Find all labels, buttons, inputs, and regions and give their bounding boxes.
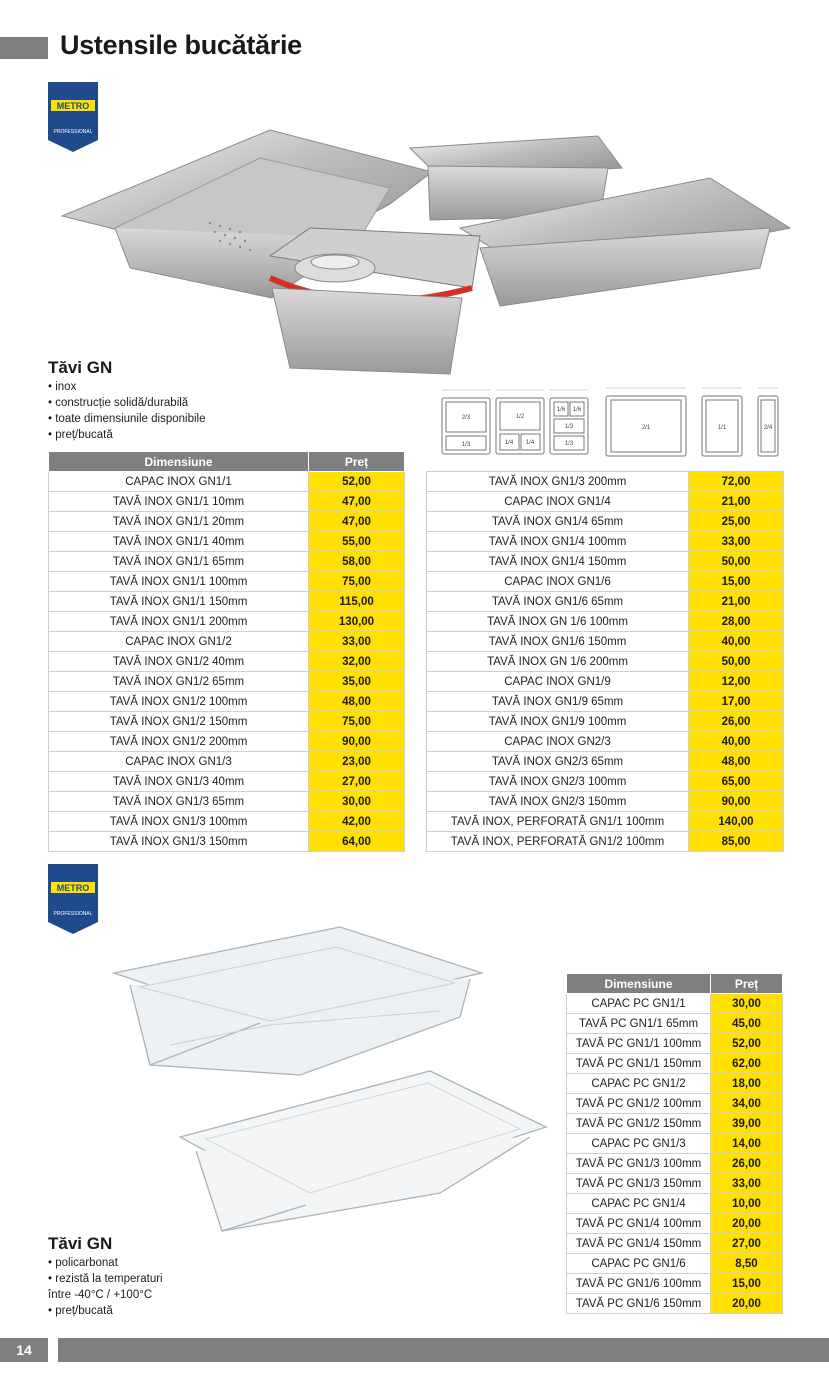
product-name: TAVĂ PC GN1/1 150mm	[567, 1054, 711, 1074]
table-row	[49, 772, 405, 792]
product-price: 35,00	[309, 672, 405, 692]
table-row	[49, 812, 405, 832]
product-price: 50,00	[689, 652, 784, 672]
product-price: 39,00	[711, 1114, 783, 1134]
table-row	[427, 612, 784, 632]
table-row	[49, 752, 405, 772]
inox-price-table-left	[48, 451, 405, 852]
dimension-header: Dimensiune	[567, 974, 711, 994]
dimension-header: Dimensiune	[49, 452, 309, 472]
product-price: 17,00	[689, 692, 784, 712]
table-row	[49, 612, 405, 632]
table-row	[567, 1154, 783, 1174]
table-row	[567, 1274, 783, 1294]
inox-section-title: Tăvi GN	[48, 358, 113, 377]
diagram-label: 1/4	[504, 440, 514, 446]
product-price: 48,00	[309, 692, 405, 712]
product-price: 64,00	[309, 832, 405, 852]
product-price: 45,00	[711, 1014, 783, 1034]
product-price: 42,00	[309, 812, 405, 832]
product-price: 23,00	[309, 752, 405, 772]
table-row	[49, 672, 405, 692]
inox-feature: • construcție solidă/durabilă	[48, 395, 205, 411]
table-row	[49, 492, 405, 512]
product-price: 14,00	[711, 1134, 783, 1154]
diagram-label: 1/6	[572, 407, 582, 413]
metro-logo-subtext: PROFESSIONAL	[53, 129, 93, 135]
table-row	[427, 812, 784, 832]
table-row	[567, 1094, 783, 1114]
table-row	[567, 1234, 783, 1254]
product-name: TAVĂ INOX GN1/3 100mm	[49, 812, 309, 832]
product-name: CAPAC PC GN1/3	[567, 1134, 711, 1154]
product-name: TAVĂ PC GN1/4 100mm	[567, 1214, 711, 1234]
table-row	[567, 1174, 783, 1194]
product-price: 30,00	[711, 994, 783, 1014]
table-row	[567, 994, 783, 1014]
product-price: 65,00	[689, 772, 784, 792]
product-price: 58,00	[309, 552, 405, 572]
table-row	[427, 792, 784, 812]
product-name: TAVĂ INOX, PERFORATĂ GN1/1 100mm	[427, 812, 689, 832]
product-price: 140,00	[689, 812, 784, 832]
product-name: TAVĂ INOX GN 1/6 200mm	[427, 652, 689, 672]
table-row	[427, 552, 784, 572]
product-price: 52,00	[711, 1034, 783, 1054]
footer-bar	[58, 1338, 829, 1362]
product-price: 33,00	[309, 632, 405, 652]
product-name: TAVĂ INOX GN 1/6 100mm	[427, 612, 689, 632]
product-price: 55,00	[309, 532, 405, 552]
product-name: TAVĂ INOX GN1/2 65mm	[49, 672, 309, 692]
product-price: 33,00	[711, 1174, 783, 1194]
table-row	[427, 752, 784, 772]
product-price: 115,00	[309, 592, 405, 612]
table-row	[49, 732, 405, 752]
product-name: TAVĂ INOX GN1/1 65mm	[49, 552, 309, 572]
table-row	[427, 572, 784, 592]
product-price: 30,00	[309, 792, 405, 812]
stainless-gn-pans-image	[60, 128, 792, 386]
product-name: TAVĂ INOX GN1/3 200mm	[427, 472, 689, 492]
table-row	[49, 832, 405, 852]
price-header: Preț	[711, 974, 783, 994]
diagram-label: 1/4	[525, 440, 535, 446]
table-row	[49, 592, 405, 612]
product-name: CAPAC PC GN1/6	[567, 1254, 711, 1274]
product-name: TAVĂ INOX GN1/4 150mm	[427, 552, 689, 572]
product-name: CAPAC INOX GN1/9	[427, 672, 689, 692]
diagram-label: 1/6	[556, 407, 566, 413]
diagram-label: 2/4	[763, 425, 773, 431]
product-name: TAVĂ PC GN1/2 100mm	[567, 1094, 711, 1114]
product-name: TAVĂ INOX GN1/3 40mm	[49, 772, 309, 792]
table-row	[567, 1214, 783, 1234]
table-row	[427, 492, 784, 512]
product-name: CAPAC INOX GN1/3	[49, 752, 309, 772]
product-price: 21,00	[689, 492, 784, 512]
product-name: TAVĂ INOX GN1/2 100mm	[49, 692, 309, 712]
table-row	[567, 1074, 783, 1094]
table-row	[49, 652, 405, 672]
product-name: TAVĂ INOX GN1/1 100mm	[49, 572, 309, 592]
product-name: TAVĂ PC GN1/3 150mm	[567, 1174, 711, 1194]
inox-feature: • inox	[48, 379, 205, 395]
table-row	[49, 552, 405, 572]
diagram-label: 1/3	[564, 441, 574, 447]
metro-logo-text: METRO	[56, 101, 90, 111]
product-name: CAPAC INOX GN1/1	[49, 472, 309, 492]
table-row	[427, 712, 784, 732]
product-price: 15,00	[711, 1274, 783, 1294]
inox-feature: • preț/bucată	[48, 427, 205, 443]
table-row	[49, 512, 405, 532]
product-price: 40,00	[689, 732, 784, 752]
table-row	[427, 472, 784, 492]
product-name: TAVĂ INOX GN1/9 65mm	[427, 692, 689, 712]
table-row	[567, 1254, 783, 1274]
product-name: TAVĂ INOX GN1/4 100mm	[427, 532, 689, 552]
table-row	[49, 572, 405, 592]
product-name: CAPAC PC GN1/4	[567, 1194, 711, 1214]
product-name: TAVĂ INOX GN1/2 40mm	[49, 652, 309, 672]
product-name: TAVĂ INOX GN1/1 20mm	[49, 512, 309, 532]
metro-professional-logo	[48, 864, 98, 934]
table-row	[49, 472, 405, 492]
product-price: 72,00	[689, 472, 784, 492]
diagram-label: 2/1	[641, 425, 651, 431]
product-name: CAPAC INOX GN1/4	[427, 492, 689, 512]
product-price: 26,00	[711, 1154, 783, 1174]
product-price: 8,50	[711, 1254, 783, 1274]
product-price: 20,00	[711, 1294, 783, 1314]
table-row	[427, 652, 784, 672]
metro-logo-subtext: PROFESSIONAL	[53, 911, 93, 917]
table-row	[567, 1134, 783, 1154]
product-price: 75,00	[309, 712, 405, 732]
product-name: CAPAC PC GN1/2	[567, 1074, 711, 1094]
table-row	[567, 1034, 783, 1054]
pc-price-table	[566, 973, 783, 1314]
polycarbonate-gn-pans-image	[110, 925, 550, 1255]
product-price: 85,00	[689, 832, 784, 852]
product-price: 21,00	[689, 592, 784, 612]
table-row	[427, 672, 784, 692]
table-row	[427, 512, 784, 532]
diagram-label: 1/2	[515, 414, 525, 420]
product-name: TAVĂ INOX GN1/4 65mm	[427, 512, 689, 532]
table-row	[567, 1114, 783, 1134]
product-price: 25,00	[689, 512, 784, 532]
product-name: TAVĂ INOX GN1/2 200mm	[49, 732, 309, 752]
product-name: TAVĂ PC GN1/6 100mm	[567, 1274, 711, 1294]
product-price: 50,00	[689, 552, 784, 572]
product-name: TAVĂ INOX GN1/6 150mm	[427, 632, 689, 652]
product-name: TAVĂ INOX GN1/3 150mm	[49, 832, 309, 852]
metro-logo-text: METRO	[56, 883, 90, 893]
table-row	[567, 1194, 783, 1214]
pc-feature: • rezistă la temperaturi între -40°C / +100°C	[48, 1271, 188, 1303]
product-name: TAVĂ INOX GN1/1 200mm	[49, 612, 309, 632]
product-price: 32,00	[309, 652, 405, 672]
product-name: CAPAC PC GN1/1	[567, 994, 711, 1014]
product-price: 27,00	[309, 772, 405, 792]
product-price: 130,00	[309, 612, 405, 632]
page-number: 14	[0, 1338, 48, 1362]
product-price: 18,00	[711, 1074, 783, 1094]
product-price: 62,00	[711, 1054, 783, 1074]
product-price: 12,00	[689, 672, 784, 692]
table-row	[49, 532, 405, 552]
table-row	[427, 532, 784, 552]
table-row	[567, 1014, 783, 1034]
inox-features-list	[48, 379, 205, 443]
inox-price-table-right	[426, 471, 784, 852]
product-name: TAVĂ PC GN1/4 150mm	[567, 1234, 711, 1254]
product-name: TAVĂ PC GN1/1 100mm	[567, 1034, 711, 1054]
table-row	[427, 632, 784, 652]
page-title: Ustensile bucătărie	[60, 30, 302, 60]
product-name: TAVĂ INOX GN1/1 40mm	[49, 532, 309, 552]
table-row	[567, 1294, 783, 1314]
product-name: CAPAC INOX GN1/6	[427, 572, 689, 592]
product-price: 90,00	[689, 792, 784, 812]
product-price: 26,00	[689, 712, 784, 732]
product-name: TAVĂ INOX GN1/6 65mm	[427, 592, 689, 612]
product-price: 28,00	[689, 612, 784, 632]
product-name: CAPAC INOX GN1/2	[49, 632, 309, 652]
product-price: 47,00	[309, 492, 405, 512]
pc-features-list	[48, 1255, 188, 1319]
table-row	[427, 592, 784, 612]
product-name: TAVĂ PC GN1/6 150mm	[567, 1294, 711, 1314]
product-name: TAVĂ INOX GN1/1 150mm	[49, 592, 309, 612]
product-name: TAVĂ INOX, PERFORATĂ GN1/2 100mm	[427, 832, 689, 852]
product-name: TAVĂ INOX GN1/9 100mm	[427, 712, 689, 732]
product-name: TAVĂ INOX GN1/1 10mm	[49, 492, 309, 512]
product-price: 34,00	[711, 1094, 783, 1114]
product-name: TAVĂ INOX GN1/3 65mm	[49, 792, 309, 812]
product-price: 20,00	[711, 1214, 783, 1234]
table-row	[427, 832, 784, 852]
product-price: 48,00	[689, 752, 784, 772]
table-row	[567, 1054, 783, 1074]
product-price: 52,00	[309, 472, 405, 492]
product-name: TAVĂ INOX GN2/3 150mm	[427, 792, 689, 812]
pc-feature: • policarbonat	[48, 1255, 188, 1271]
diagram-label: 2/3	[461, 415, 471, 421]
price-header: Preț	[309, 452, 405, 472]
diagram-label: 1/3	[461, 442, 471, 448]
product-price: 47,00	[309, 512, 405, 532]
pc-feature: • preț/bucată	[48, 1303, 188, 1319]
table-row	[49, 712, 405, 732]
product-price: 75,00	[309, 572, 405, 592]
product-price: 90,00	[309, 732, 405, 752]
table-row	[427, 732, 784, 752]
diagram-label: 1/3	[564, 424, 574, 430]
header-accent-bar	[0, 37, 48, 59]
table-row	[427, 692, 784, 712]
product-name: CAPAC INOX GN2/3	[427, 732, 689, 752]
product-price: 40,00	[689, 632, 784, 652]
table-row	[49, 692, 405, 712]
product-price: 27,00	[711, 1234, 783, 1254]
product-price: 10,00	[711, 1194, 783, 1214]
product-name: TAVĂ INOX GN2/3 65mm	[427, 752, 689, 772]
product-name: TAVĂ PC GN1/1 65mm	[567, 1014, 711, 1034]
table-row	[49, 792, 405, 812]
diagram-label: 1/1	[717, 425, 727, 431]
product-name: TAVĂ PC GN1/3 100mm	[567, 1154, 711, 1174]
pc-section-title: Tăvi GN	[48, 1234, 113, 1253]
inox-feature: • toate dimensiunile disponibile	[48, 411, 205, 427]
table-row	[427, 772, 784, 792]
product-name: TAVĂ PC GN1/2 150mm	[567, 1114, 711, 1134]
product-price: 15,00	[689, 572, 784, 592]
product-name: TAVĂ INOX GN1/2 150mm	[49, 712, 309, 732]
product-price: 33,00	[689, 532, 784, 552]
gn-size-diagram	[426, 382, 782, 460]
product-name: TAVĂ INOX GN2/3 100mm	[427, 772, 689, 792]
table-row	[49, 632, 405, 652]
